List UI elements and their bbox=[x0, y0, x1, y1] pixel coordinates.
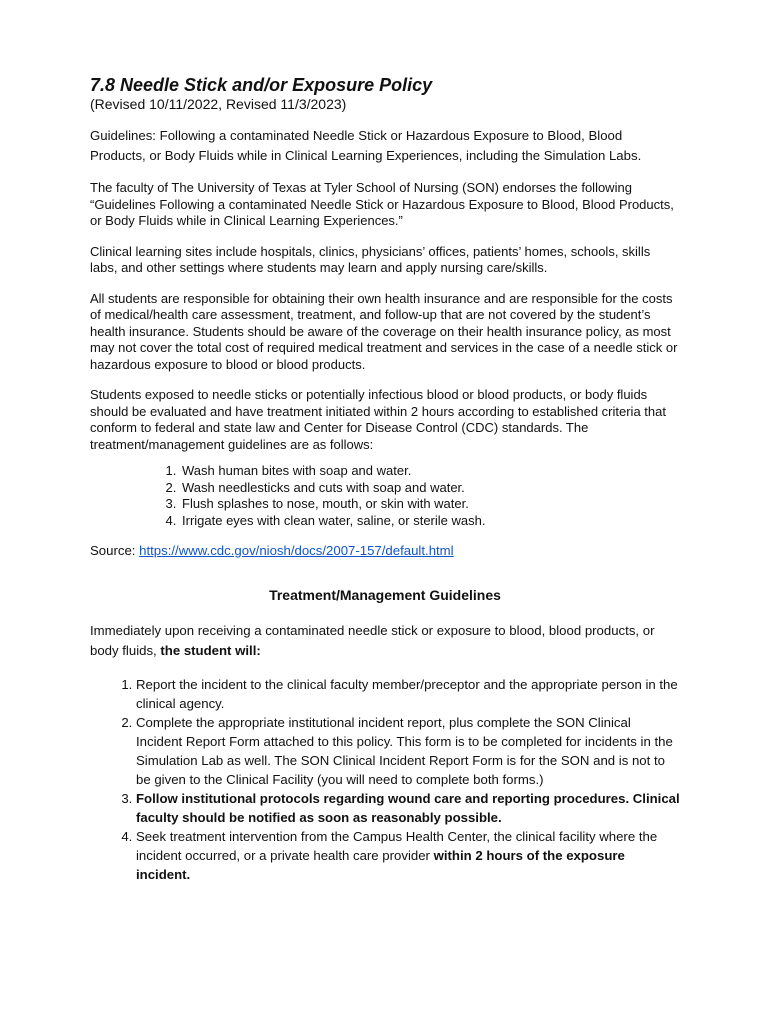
guidelines-statement: Guidelines: Following a contaminated Needle Stick or Hazardous Exposure to Blood, Blood Products, or Body Fluids while in Clinical Learning Experiences, including the Simulation Labs. bbox=[90, 128, 642, 163]
intro-text: Immediately upon receiving a contaminated needle stick or exposure to blood, blood products, or body fluids, bbox=[90, 623, 655, 658]
paragraph-exposure-treatment: Students exposed to needle sticks or potentially infectious blood or blood products, or body fluids should be evaluated and have treatment initiated within 2 hours according to established criteria that conform to federal and state law and Center for Disease Control (CDC) standards. The treatment/management guidelines are as follows: bbox=[90, 387, 666, 452]
step-bold: within 2 hours of the exposure incident. bbox=[136, 848, 625, 882]
list-item: 1. Wash human bites with soap and water. bbox=[180, 463, 680, 480]
list-item bbox=[136, 713, 680, 789]
list-item: 2. Wash needlesticks and cuts with soap and water. bbox=[180, 480, 680, 497]
list-item bbox=[136, 675, 680, 713]
paragraph-endorsement: The faculty of The University of Texas at Tyler School of Nursing (SON) endorses the following “Guidelines Following a contaminated Needle Stick or Hazardous Exposure to Blood, Blood Products, or Body Fluids while in Clinical Learning Experiences.” bbox=[90, 180, 674, 228]
step-text: Complete the appropriate institutional incident report, plus complete the SON Clinical Incident Report Form attached to this policy. This form is to be completed for incidents in the Simulation Lab as well. The SON Clinical Incident Report Form is for the SON and is not to be given to the Clinical Facility (you will need to complete both forms.) bbox=[136, 715, 673, 787]
policy-title: 7.8 Needle Stick and/or Exposure Policy bbox=[90, 75, 433, 95]
intro-bold: the student will: bbox=[160, 643, 261, 658]
list-item: 3. Flush splashes to nose, mouth, or skin with water. bbox=[180, 496, 680, 513]
paragraph-insurance: All students are responsible for obtaining their own health insurance and are responsible for the costs of medical/health care assessment, treatment, and follow-up that are not covered by the student’s health insurance. Students should be aware of the coverage on their health insurance policy, as most may not cover the total cost of required medical treatment and services in the case of a needle stick or hazardous exposure to blood or blood products. bbox=[90, 290, 678, 372]
step-text: Report the incident to the clinical faculty member/preceptor and the appropriate person in the clinical agency. bbox=[136, 677, 678, 711]
paragraph-clinical-sites: Clinical learning sites include hospitals, clinics, physicians’ offices, patients’ homes, schools, skills labs, and other settings where students may learn and apply nursing care/skills. bbox=[90, 243, 651, 275]
step-text: Seek treatment intervention from the Campus Health Center, the clinical facility where the incident occurred, or a private health care provider bbox=[136, 829, 658, 863]
first-aid-list bbox=[90, 463, 680, 529]
step-bold: Follow institutional protocols regarding wound care and reporting procedures. Clinical faculty should be notified as soon as reasonably possible. bbox=[136, 791, 680, 825]
revision-dates: (Revised 10/11/2022, Revised 11/3/2023) bbox=[90, 96, 347, 112]
list-item bbox=[136, 827, 680, 884]
student-steps-list bbox=[90, 675, 680, 884]
section-heading: Treatment/Management Guidelines bbox=[269, 587, 501, 603]
intro-paragraph bbox=[90, 621, 680, 661]
source-line bbox=[90, 542, 680, 560]
list-item: 4. Irrigate eyes with clean water, saline, or sterile wash. bbox=[180, 513, 680, 530]
source-link[interactable]: https://www.cdc.gov/niosh/docs/2007-157/default.html bbox=[139, 543, 454, 558]
source-label: Source: bbox=[90, 543, 140, 558]
list-item bbox=[136, 789, 680, 827]
